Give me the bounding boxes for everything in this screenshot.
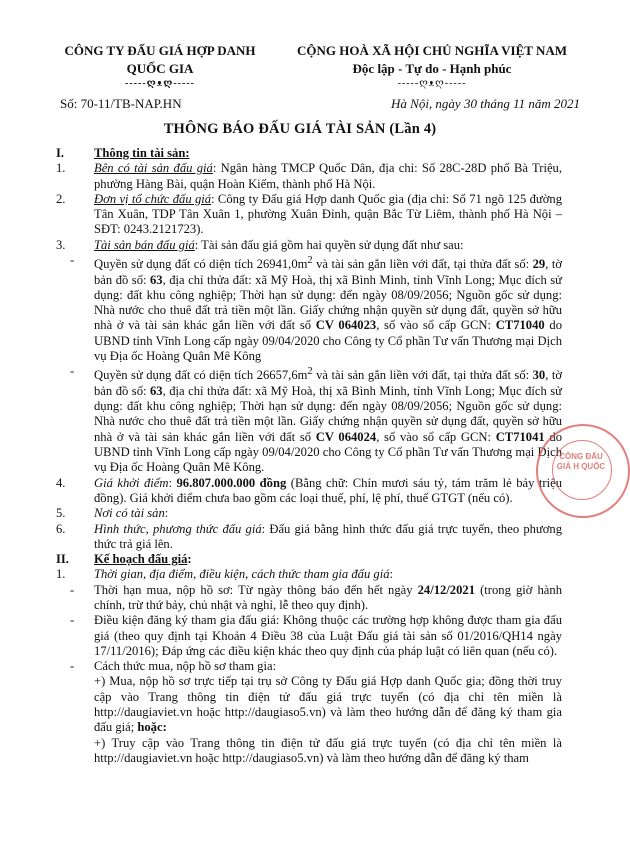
section-title-colon: : <box>187 552 192 567</box>
item-number: 4. <box>56 475 66 490</box>
asset-text: , số vào sổ cấp GCN: <box>376 318 496 333</box>
asset-2 <box>56 364 562 475</box>
option-or: hoặc: <box>137 720 167 735</box>
bullet-dash: - <box>70 582 75 597</box>
section-title: Kế hoạch đấu giá <box>94 552 188 567</box>
section-1-item-6 <box>56 522 562 553</box>
item-label: Hình thức, phương thức đấu giá <box>94 521 262 536</box>
asset-sup: 2 <box>307 255 313 267</box>
method-option-1 <box>56 674 562 735</box>
asset-text: , địa chỉ thửa đất: xã Mỹ Hoà, thị xã Bình Minh, tỉnh Vĩnh Long; Mục đích sử dụng: đất khu công nghiệp; Thời hạn sử dụng: đến ngày 08/09/2056; Nguồn gốc sử dụng: Nhà nước cho thuê đất trả tiền một lần. Giấy chứng nhận quyền sử dụng đất, quyền sở hữu nhà ở và tài sản khác gắn liền với đất số <box>94 383 562 444</box>
gcn-number: CT71040 <box>495 318 545 333</box>
item-text: : Ngân hàng TMCP Quốc Dân, địa chỉ: Số 28C-28D phố Bà Triệu, phường Hàng Bài, quận Hoàn Kiếm, thành phố Hà Nội. <box>94 161 563 191</box>
section-title: Thông tin tài sản: <box>94 146 190 160</box>
option-text: +) Mua, nộp hồ sơ trực tiếp tại trụ sở Công ty Đấu giá Hợp danh Quốc gia; đồng thời truy cập vào Trang thông tin điện tử đấu giá trực tuyến (có địa chỉ tên miền là http://daugiaviet.vn hoặc http://daugiaso5.vn) và làm theo hướng dẫn để đăng ký tham gia đấu giá; <box>94 674 562 735</box>
map-number: 63 <box>150 383 163 398</box>
map-number: 63 <box>150 272 163 287</box>
org-name-line1: CÔNG TY ĐẤU GIÁ HỢP DANH <box>64 43 256 58</box>
company-seal-stamp <box>536 424 630 518</box>
gcn-number: CT71041 <box>495 429 545 444</box>
document-body <box>56 146 562 766</box>
item-label: Thời gian, địa điểm, điều kiện, cách thức tham gia đấu giá <box>94 567 390 582</box>
asset-sup: 2 <box>307 366 313 378</box>
item-number: 1. <box>56 567 66 582</box>
registration-conditions <box>56 613 562 659</box>
section-2-heading <box>56 552 562 567</box>
item-colon: : <box>168 475 177 490</box>
section-1-item-4 <box>56 476 562 507</box>
bullet-text: (trong giờ hành chính, trừ thứ bảy, chủ nhật và nghỉ, lễ theo quy định). <box>94 582 562 612</box>
section-1-item-1 <box>56 161 562 192</box>
item-number: 3. <box>56 237 66 252</box>
document-date: Hà Nội, ngày 30 tháng 11 năm 2021 <box>391 96 580 111</box>
item-text: (Bằng chữ: Chín mươi sáu tỷ, tám trăm lẻ bảy triệu đồng). Giá khởi điểm chưa bao gồm các loại thuế, phí, lệ phí, thuế GTGT (nếu có). <box>94 475 562 505</box>
asset-text: , số vào sổ cấp GCN: <box>376 429 496 444</box>
section-1-heading <box>56 146 562 161</box>
item-text: : Tài sản đấu giá gồm hai quyền sử dụng đất như sau: <box>194 237 464 252</box>
section-1-item-3 <box>56 238 562 253</box>
method-option-2 <box>56 736 562 767</box>
deadline-date: 24/12/2021 <box>417 582 475 597</box>
parcel-number: 29 <box>532 257 546 272</box>
seal-text: CÔNG ĐẤU GIÁ H QUỐC <box>556 452 606 471</box>
parcel-number: 30 <box>532 368 546 383</box>
bullet-dash: - <box>70 613 75 628</box>
org-name-line2: QUỐC GIA <box>126 61 194 76</box>
section-2-item-1 <box>56 567 562 582</box>
national-header <box>282 42 582 90</box>
registration-method <box>56 659 562 674</box>
item-text: : <box>164 506 169 521</box>
asset-1 <box>56 253 562 364</box>
bullet-text: Điều kiện đăng ký tham gia đấu giá: Không thuộc các trường hợp không được tham gia đấu giá (theo quy định tại Khoản 4 Điều 38 của Luật Đấu giá tài sản số 01/2016/QH14 ngày 17/11/2016); Đáp ứng các điều kiện khác theo quy định của pháp luật có liên quan (nếu có). <box>94 613 562 658</box>
bullet-dash: - <box>70 659 75 674</box>
option-text: +) Truy cập vào Trang thông tin điện tử đấu giá trực tuyến (có địa chỉ tên miền là http://daugiaviet.vn hoặc http://daugiaso5.vn) và làm theo hướng dẫn để đăng ký tham <box>94 735 562 765</box>
bullet-dash: - <box>70 253 75 268</box>
bullet-text: Thời hạn mua, nộp hồ sơ: Từ ngày thông báo đến hết ngày <box>94 582 418 597</box>
asset-text: , tờ bản đồ số: <box>94 368 562 398</box>
registration-deadline <box>56 583 562 614</box>
document-number: Số: 70-11/TB-NAP.HN <box>60 96 182 111</box>
asset-text: Quyền sử dụng đất có diện tích 26657,6m <box>94 368 308 383</box>
section-number: II. <box>56 552 69 567</box>
nation-line1: CỘNG HOÀ XÃ HỘI CHỦ NGHĨA VIỆT NAM <box>296 43 568 58</box>
item-text: : Đấu giá bằng hình thức đấu giá trực tuyến, theo phương thức trả giá lên. <box>94 521 562 551</box>
certificate-number: CV 064023 <box>315 318 377 333</box>
item-label: Nơi có tài sản <box>94 506 165 521</box>
starting-price: 96.807.000.000 đồng <box>176 475 287 490</box>
asset-text: , tờ bản đồ số: <box>94 257 562 287</box>
asset-text: do UBND tỉnh Vĩnh Long cấp ngày 09/04/2020 cho Công ty Cổ phần Tư vấn Thương mại Dịch vụ Địa ốc Hoàng Quân Mê Kông <box>94 318 562 364</box>
asset-text: và tài sản gắn liền với đất, tại thửa đất số: <box>312 368 533 383</box>
org-separator: -----ღᴥღ----- <box>125 78 195 89</box>
asset-text: , địa chỉ thửa đất: xã Mỹ Hoà, thị xã Bình Minh, tỉnh Vĩnh Long; Mục đích sử dụng: đất khu công nghiệp; Thời hạn sử dụng: đến ngày 08/09/2056; Nguồn gốc sử dụng: Nhà nước cho thuê đất trả tiền một lần. Giấy chứng nhận quyền sử dụng đất, quyền sở hữu nhà ở và tài sản khác gắn liền với đất số <box>94 272 562 333</box>
item-text: : Công ty Đấu giá Hợp danh Quốc gia (địa chỉ: Số 71 ngõ 125 đường Tân Xuân, TDP Tân Xuân 1, phường Xuân Đỉnh, quận Bắc Từ Liêm, thành phố Hà Nội – SĐT: 0243.2121723). <box>94 191 562 237</box>
bullet-text: Cách thức mua, nộp hồ sơ tham gia: <box>94 659 277 674</box>
item-number: 1. <box>56 161 66 176</box>
certificate-number: CV 064024 <box>315 429 377 444</box>
asset-text: Quyền sử dụng đất có diện tích 26941,0m <box>94 257 308 272</box>
item-number: 2. <box>56 191 66 206</box>
organization-header <box>40 42 280 90</box>
asset-text: và tài sản gắn liền với đất, tại thửa đất số: <box>312 257 533 272</box>
section-number: I. <box>56 146 65 160</box>
section-1-item-5 <box>56 506 562 521</box>
document-title: THÔNG BÁO ĐẤU GIÁ TÀI SẢN (Lần 4) <box>163 121 437 137</box>
bullet-dash: - <box>70 364 75 379</box>
motto-line: Độc lập - Tự do - Hạnh phúc <box>352 61 512 76</box>
item-number: 6. <box>56 521 66 536</box>
item-label: Tài sản bán đấu giá <box>94 237 195 252</box>
asset-text: do UBND tỉnh Vĩnh Long cấp ngày 09/04/2020 cho Công ty Cổ phần Tư vấn Thương mại Dịch vụ Địa ốc Hoàng Quân Mê Kông. <box>94 429 562 475</box>
item-label: Giá khởi điểm <box>94 475 169 490</box>
item-number: 5. <box>56 506 66 521</box>
nation-separator: -----ღᴥღ----- <box>397 78 467 89</box>
section-1-item-2 <box>56 192 562 238</box>
item-text: : <box>389 567 394 582</box>
item-label: Đơn vị tổ chức đấu giá <box>94 191 212 206</box>
item-label: Bên có tài sản đấu giá <box>94 161 213 176</box>
